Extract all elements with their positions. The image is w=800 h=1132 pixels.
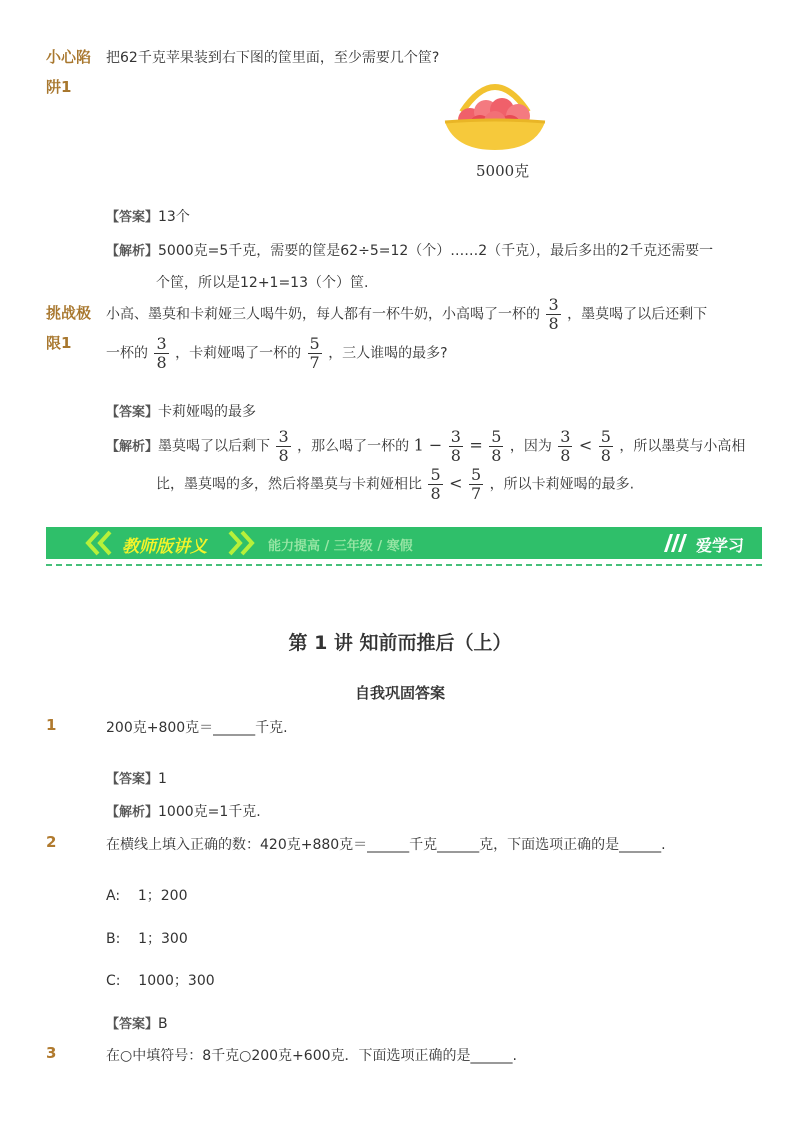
math-one-minus: 1 − [413, 435, 443, 455]
problem-1-analysis [106, 801, 261, 821]
analysis-text: ，所以墨莫与小高相 [619, 438, 746, 455]
question-text: ，墨莫喝了以后还剩下 [567, 306, 708, 323]
banner-logo-text: 爱学习 [696, 536, 745, 555]
denominator: 8 [548, 314, 559, 333]
challenge-question-line1 [106, 296, 707, 333]
denominator: 8 [491, 446, 502, 465]
analysis-label: 【解析】 [106, 805, 159, 820]
denominator: 8 [450, 446, 461, 465]
chevron-right-icon [222, 530, 256, 556]
header-banner [46, 527, 762, 559]
fraction-3-8 [558, 428, 572, 465]
challenge-analysis-line1 [106, 428, 745, 465]
numerator: 5 [600, 427, 611, 446]
numerator: 5 [470, 465, 482, 484]
denominator: 7 [470, 484, 482, 503]
problem-2-answer [106, 1013, 168, 1032]
answer-label: 【答案】 [106, 210, 159, 225]
numerator: 5 [309, 334, 320, 353]
basket-caption: 5000克 [476, 162, 530, 180]
math-less-than: < [578, 435, 593, 455]
analysis-text: ，那么喝了一杯的 [297, 438, 410, 455]
fraction-5-8 [489, 428, 503, 465]
answer-text: 1 [158, 771, 167, 787]
fraction-3-8 [154, 335, 168, 372]
answer-label: 【答案】 [106, 772, 159, 787]
tag-line: 阱1 [46, 78, 72, 96]
trap-analysis-line2: 个筐，所以是12+1=13（个）筐. [156, 275, 369, 291]
fraction-3-8 [449, 428, 463, 465]
problem-3-question: 在○中填符号：8千克○200克+600克．下面选项正确的是______. [106, 1048, 517, 1064]
numerator: 3 [156, 334, 167, 353]
challenge-question-line2 [106, 335, 448, 372]
question-text: ，三人谁喝的最多? [328, 345, 448, 362]
problem-1-answer [106, 768, 167, 787]
analysis-text: 比，墨莫喝的多，然后将墨莫与卡莉娅相比 [156, 476, 422, 493]
denominator: 8 [278, 446, 289, 465]
fraction-5-8 [599, 428, 613, 465]
option-b: B: 1；300 [106, 931, 188, 947]
denominator: 8 [560, 446, 571, 465]
problem-2-question: 在横线上填入正确的数：420克+880克＝______千克______克，下面选项正确的是______. [106, 837, 666, 853]
denominator: 8 [156, 353, 167, 372]
trap-analysis [106, 240, 713, 260]
option-a: A: 1；200 [106, 888, 188, 904]
denominator: 8 [430, 484, 441, 503]
banner-breadcrumb: 能力提高 / 三年级 / 寒假 [268, 539, 413, 554]
analysis-label: 【解析】 [106, 244, 159, 259]
problem-number: 2 [46, 833, 57, 851]
fraction-5-7 [308, 335, 322, 372]
chevron-left-icon [84, 530, 118, 556]
math-equals: = [469, 435, 483, 455]
math-less-than: < [449, 473, 463, 493]
apple-basket-image [440, 70, 550, 150]
numerator: 3 [548, 295, 559, 314]
section-tag-trap [46, 42, 96, 102]
question-text: 小高、墨莫和卡莉娅三人喝牛奶，每人都有一杯牛奶，小高喝了一杯的 [106, 306, 540, 323]
lecture-subtitle: 自我巩固答案 [354, 684, 445, 702]
numerator: 5 [430, 465, 441, 484]
fraction-3-8 [276, 428, 290, 465]
challenge-analysis-line2 [156, 466, 634, 503]
lecture-title: 第 1 讲 知前而推后（上） [288, 632, 512, 654]
tag-line: 限1 [46, 334, 72, 352]
denominator: 7 [309, 353, 320, 372]
analysis-text: ，所以卡莉娅喝的最多. [489, 476, 635, 493]
tag-line: 小心陷 [46, 48, 92, 66]
banner-divider [46, 564, 762, 566]
option-c: C: 1000；300 [106, 973, 215, 989]
answer-label: 【答案】 [106, 1017, 159, 1032]
answer-text: 13个 [158, 209, 190, 225]
banner-brand: 教师版讲义 [122, 537, 207, 557]
answer-label: 【答案】 [106, 405, 159, 420]
trap-question: 把62千克苹果装到右下图的筐里面，至少需要几个筐? [106, 50, 440, 66]
question-text: 一杯的 [106, 345, 148, 362]
tag-line: 挑战极 [46, 304, 92, 322]
numerator: 3 [278, 427, 289, 446]
denominator: 8 [600, 446, 611, 465]
numerator: 5 [491, 427, 502, 446]
answer-text: B [158, 1016, 168, 1032]
logo-mark-icon [662, 532, 692, 554]
problem-number: 3 [46, 1044, 57, 1062]
problem-number: 1 [46, 716, 57, 734]
section-tag-challenge [46, 298, 96, 358]
analysis-text: 1000克=1千克. [158, 804, 261, 820]
trap-answer [106, 206, 190, 226]
answer-text: 卡莉娅喝的最多 [158, 404, 257, 420]
numerator: 3 [560, 427, 571, 446]
fraction-3-8 [546, 296, 560, 333]
fraction-5-8 [428, 466, 442, 503]
analysis-label: 【解析】 [106, 439, 159, 455]
analysis-text: 墨莫喝了以后剩下 [158, 438, 271, 455]
fraction-5-7 [469, 466, 483, 503]
challenge-answer [106, 401, 256, 421]
analysis-text: ，因为 [509, 438, 552, 455]
analysis-text: 5000克=5千克，需要的筐是62÷5=12（个）……2（千克），最后多出的2千克还需要一 [158, 243, 714, 259]
question-text: ，卡莉娅喝了一杯的 [175, 345, 302, 362]
numerator: 3 [450, 427, 461, 446]
problem-1-question: 200克+800克＝______千克. [106, 720, 288, 736]
